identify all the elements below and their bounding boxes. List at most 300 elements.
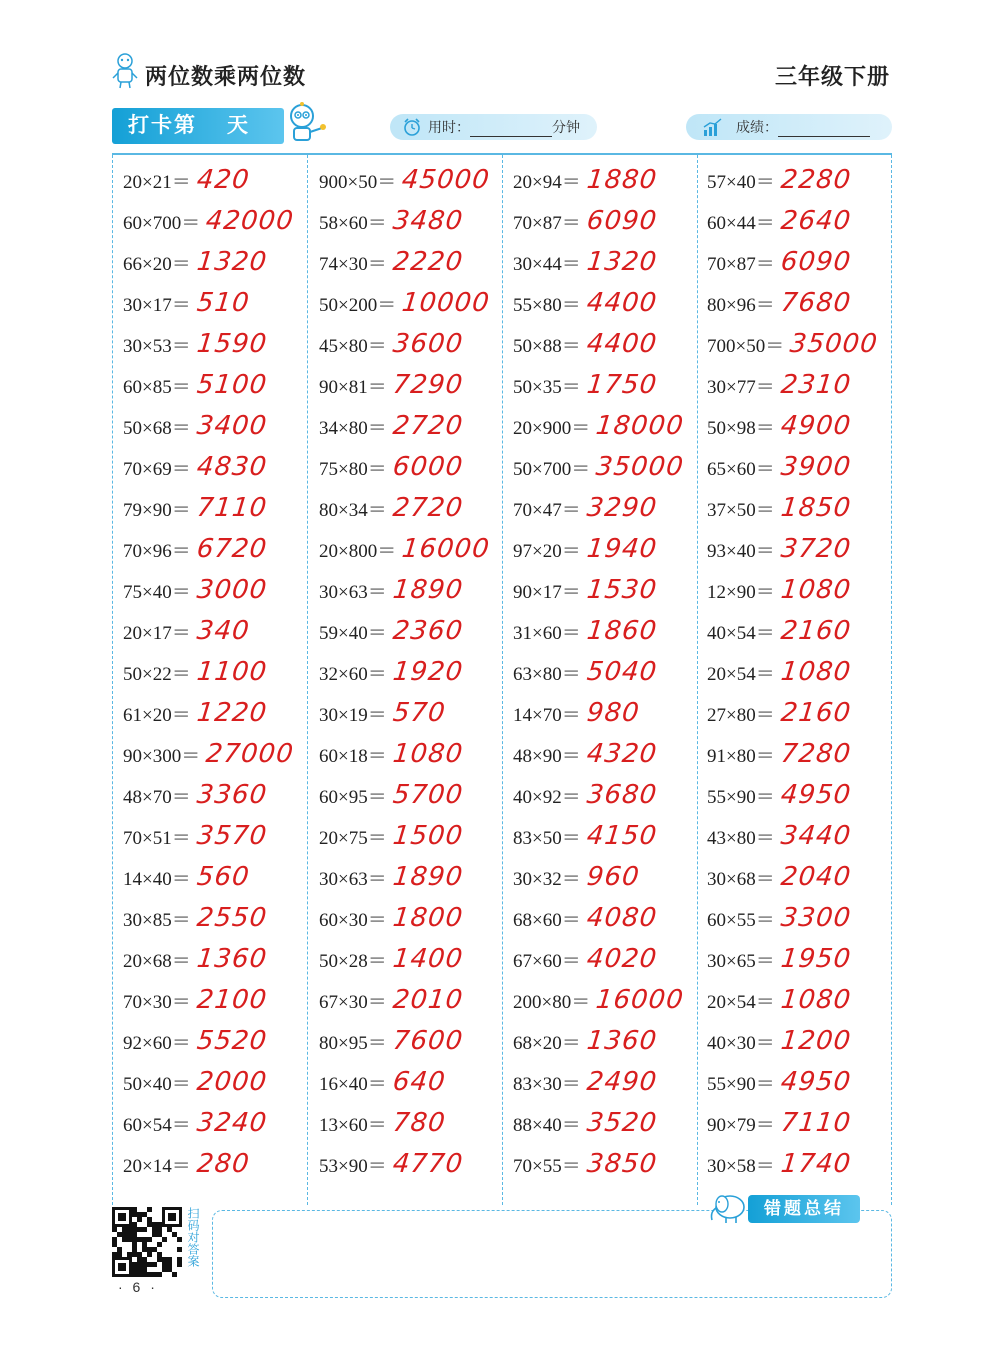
problem-equation: 60×85＝ [123, 376, 191, 398]
problem-item [707, 857, 851, 897]
checkin-prefix: 打卡第 [128, 114, 197, 137]
problem-item [513, 242, 657, 282]
problem-equation: 50×22＝ [123, 663, 191, 685]
problem-item [707, 1144, 851, 1184]
problem-equation: 60×44＝ [707, 212, 775, 234]
score-label: 成绩： [736, 119, 778, 135]
problem-item [707, 324, 878, 364]
problem-equation: 48×90＝ [513, 745, 581, 767]
problem-item [513, 283, 657, 323]
problem-equation: 97×20＝ [513, 540, 581, 562]
problem-equation: 30×63＝ [319, 581, 387, 603]
handwritten-answer: 980 [585, 698, 641, 728]
handwritten-answer: 7110 [195, 493, 269, 523]
problem-item [319, 529, 490, 569]
handwritten-answer: 1860 [585, 616, 659, 646]
problem-equation: 30×85＝ [123, 909, 191, 931]
problem-item [123, 1062, 267, 1102]
problem-item [513, 1103, 657, 1143]
problem-equation: 30×58＝ [707, 1155, 775, 1177]
time-input-line[interactable] [470, 120, 552, 137]
handwritten-answer: 1400 [391, 944, 465, 974]
problem-equation: 70×96＝ [123, 540, 191, 562]
problem-item [513, 816, 657, 856]
handwritten-answer: 1360 [585, 1026, 659, 1056]
problem-item [513, 857, 639, 897]
problem-item [513, 693, 639, 733]
problem-item [707, 529, 851, 569]
problem-equation: 20×94＝ [513, 171, 581, 193]
problem-equation: 13×60＝ [319, 1114, 387, 1136]
problem-item [513, 939, 657, 979]
grade-label: 三年级下册 [774, 64, 890, 89]
handwritten-answer: 4950 [779, 1067, 853, 1097]
handwritten-answer: 280 [195, 1149, 251, 1179]
problem-item [513, 898, 657, 938]
handwritten-answer: 960 [585, 862, 641, 892]
problem-item [707, 201, 851, 241]
handwritten-answer: 1080 [779, 657, 853, 687]
time-label: 用时： [428, 119, 470, 135]
handwritten-answer: 3900 [779, 452, 853, 482]
problem-equation: 80×34＝ [319, 499, 387, 521]
problem-equation: 30×44＝ [513, 253, 581, 275]
problem-equation: 60×30＝ [319, 909, 387, 931]
handwritten-answer: 7600 [391, 1026, 465, 1056]
problem-item [123, 1144, 249, 1184]
handwritten-answer: 3600 [391, 329, 465, 359]
problem-item [707, 1103, 851, 1143]
handwritten-answer: 4320 [585, 739, 659, 769]
handwritten-answer: 2040 [779, 862, 853, 892]
problem-equation: 60×54＝ [123, 1114, 191, 1136]
problem-equation: 70×87＝ [513, 212, 581, 234]
handwritten-answer: 1940 [585, 534, 659, 564]
problem-item [123, 693, 267, 733]
problem-equation: 30×53＝ [123, 335, 191, 357]
problem-equation: 700×50＝ [707, 335, 785, 357]
problem-equation: 48×70＝ [123, 786, 191, 808]
problem-equation: 70×30＝ [123, 991, 191, 1013]
worksheet-title: 两位数乘两位数 [145, 64, 307, 89]
handwritten-answer: 4020 [585, 944, 659, 974]
problem-item [319, 611, 463, 651]
problem-item [319, 1021, 463, 1061]
problem-equation: 57×40＝ [707, 171, 775, 193]
problem-equation: 83×30＝ [513, 1073, 581, 1095]
problem-equation: 66×20＝ [123, 253, 191, 275]
handwritten-answer: 2220 [391, 247, 465, 277]
handwritten-answer: 1080 [391, 739, 465, 769]
handwritten-answer: 6000 [391, 452, 465, 482]
problem-equation: 83×50＝ [513, 827, 581, 849]
problem-item [319, 406, 463, 446]
problem-equation: 30×17＝ [123, 294, 191, 316]
handwritten-answer: 1750 [585, 370, 659, 400]
problem-equation: 37×50＝ [707, 499, 775, 521]
problem-equation: 45×80＝ [319, 335, 387, 357]
problem-equation: 55×80＝ [513, 294, 581, 316]
handwritten-answer: 4830 [195, 452, 269, 482]
problem-item [513, 1021, 657, 1061]
handwritten-answer: 340 [195, 616, 251, 646]
error-summary-box[interactable] [212, 1210, 892, 1298]
handwritten-answer: 45000 [400, 165, 492, 195]
problem-equation: 67×60＝ [513, 950, 581, 972]
problem-equation: 30×68＝ [707, 868, 775, 890]
problem-item [319, 1103, 445, 1143]
problem-item [707, 611, 851, 651]
problem-equation: 43×80＝ [707, 827, 775, 849]
handwritten-answer: 1320 [585, 247, 659, 277]
problem-equation: 30×19＝ [319, 704, 387, 726]
problem-equation: 20×14＝ [123, 1155, 191, 1177]
alarm-clock-icon [402, 117, 422, 137]
problem-item [123, 570, 267, 610]
problem-item [707, 365, 851, 405]
handwritten-answer: 2280 [779, 165, 853, 195]
problem-equation: 50×700＝ [513, 458, 591, 480]
handwritten-answer: 7110 [779, 1108, 853, 1138]
problem-item [513, 365, 657, 405]
handwritten-answer: 7280 [779, 739, 853, 769]
problem-equation: 34×80＝ [319, 417, 387, 439]
handwritten-answer: 1500 [391, 821, 465, 851]
handwritten-answer: 780 [391, 1108, 447, 1138]
problem-item [123, 406, 267, 446]
handwritten-answer: 560 [195, 862, 251, 892]
problem-item [319, 447, 463, 487]
handwritten-answer: 3000 [195, 575, 269, 605]
problem-equation: 30×63＝ [319, 868, 387, 890]
handwritten-answer: 3240 [195, 1108, 269, 1138]
problem-equation: 12×90＝ [707, 581, 775, 603]
problem-item [707, 652, 851, 692]
handwritten-answer: 4400 [585, 329, 659, 359]
problem-equation: 70×55＝ [513, 1155, 581, 1177]
problem-item [123, 611, 249, 651]
problem-item [707, 898, 851, 938]
problem-item [707, 283, 851, 323]
problem-equation: 40×92＝ [513, 786, 581, 808]
problem-item [707, 160, 851, 200]
handwritten-answer: 1530 [585, 575, 659, 605]
problem-equation: 31×60＝ [513, 622, 581, 644]
problem-equation: 75×40＝ [123, 581, 191, 603]
problem-item [123, 160, 249, 200]
problem-equation: 60×18＝ [319, 745, 387, 767]
problem-item [319, 939, 463, 979]
handwritten-answer: 1800 [391, 903, 465, 933]
problem-equation: 30×77＝ [707, 376, 775, 398]
handwritten-answer: 4950 [779, 780, 853, 810]
problem-item [319, 242, 463, 282]
problem-item [319, 1144, 463, 1184]
handwritten-answer: 1360 [195, 944, 269, 974]
handwritten-answer: 4770 [391, 1149, 465, 1179]
handwritten-answer: 1740 [779, 1149, 853, 1179]
problem-equation: 63×80＝ [513, 663, 581, 685]
page-number: · 6 · [118, 1279, 158, 1295]
problem-equation: 90×79＝ [707, 1114, 775, 1136]
handwritten-answer: 5100 [195, 370, 269, 400]
qr-code-icon [112, 1207, 182, 1277]
problem-item [513, 775, 657, 815]
problem-item [707, 1021, 851, 1061]
problem-equation: 27×80＝ [707, 704, 775, 726]
score-field [686, 114, 892, 140]
handwritten-answer: 3850 [585, 1149, 659, 1179]
problem-equation: 20×75＝ [319, 827, 387, 849]
problem-item [319, 693, 445, 733]
problem-item [319, 980, 463, 1020]
problem-item [707, 570, 851, 610]
problem-item [707, 447, 851, 487]
column-divider [307, 155, 308, 1205]
problem-item [319, 734, 463, 774]
handwritten-answer: 1920 [391, 657, 465, 687]
problem-equation: 93×40＝ [707, 540, 775, 562]
problem-item [513, 160, 657, 200]
problem-equation: 55×90＝ [707, 1073, 775, 1095]
checkin-suffix: 天 [227, 114, 250, 137]
problem-equation: 20×21＝ [123, 171, 191, 193]
problem-equation: 50×88＝ [513, 335, 581, 357]
problem-item [513, 447, 684, 487]
problem-item [123, 283, 249, 323]
handwritten-answer: 4080 [585, 903, 659, 933]
problem-item [123, 1021, 267, 1061]
handwritten-answer: 2160 [779, 698, 853, 728]
problem-item [319, 652, 463, 692]
handwritten-answer: 10000 [400, 288, 492, 318]
problem-equation: 20×900＝ [513, 417, 591, 439]
problem-item [319, 160, 490, 200]
problem-equation: 200×80＝ [513, 991, 591, 1013]
handwritten-answer: 5520 [195, 1026, 269, 1056]
handwritten-answer: 6090 [585, 206, 659, 236]
problem-item [707, 693, 851, 733]
problem-equation: 20×68＝ [123, 950, 191, 972]
problem-item [707, 406, 851, 446]
handwritten-answer: 3480 [391, 206, 465, 236]
problem-item [319, 1062, 445, 1102]
problem-equation: 79×90＝ [123, 499, 191, 521]
handwritten-answer: 2000 [195, 1067, 269, 1097]
handwritten-answer: 1880 [585, 165, 659, 195]
problem-item [707, 775, 851, 815]
handwritten-answer: 4150 [585, 821, 659, 851]
problem-item [123, 734, 294, 774]
problem-equation: 61×20＝ [123, 704, 191, 726]
problem-equation: 70×47＝ [513, 499, 581, 521]
problem-equation: 91×80＝ [707, 745, 775, 767]
handwritten-answer: 2100 [195, 985, 269, 1015]
problem-item [123, 201, 294, 241]
robot-icon [282, 100, 328, 146]
problem-item [123, 816, 267, 856]
column-divider [697, 155, 698, 1205]
problem-equation: 50×35＝ [513, 376, 581, 398]
score-input-line[interactable] [778, 120, 870, 137]
handwritten-answer: 3300 [779, 903, 853, 933]
problem-equation: 32×60＝ [319, 663, 387, 685]
handwritten-answer: 6720 [195, 534, 269, 564]
handwritten-answer: 2640 [779, 206, 853, 236]
problem-equation: 20×17＝ [123, 622, 191, 644]
problem-item [319, 898, 463, 938]
handwritten-answer: 2720 [391, 493, 465, 523]
problem-equation: 50×68＝ [123, 417, 191, 439]
handwritten-answer: 16000 [400, 534, 492, 564]
problem-item [707, 488, 851, 528]
problem-item [123, 324, 267, 364]
problem-item [319, 857, 463, 897]
handwritten-answer: 1100 [195, 657, 269, 687]
problem-item [513, 1144, 657, 1184]
problem-equation: 20×800＝ [319, 540, 397, 562]
handwritten-answer: 3720 [779, 534, 853, 564]
handwritten-answer: 5040 [585, 657, 659, 687]
problem-item [513, 980, 684, 1020]
handwritten-answer: 4400 [585, 288, 659, 318]
problem-equation: 50×200＝ [319, 294, 397, 316]
column-divider [502, 155, 503, 1205]
handwritten-answer: 3520 [585, 1108, 659, 1138]
handwritten-answer: 1850 [779, 493, 853, 523]
problem-item [319, 324, 463, 364]
problem-equation: 65×60＝ [707, 458, 775, 480]
problem-item [707, 734, 851, 774]
problem-equation: 14×70＝ [513, 704, 581, 726]
handwritten-answer: 35000 [788, 329, 880, 359]
problem-item [707, 1062, 851, 1102]
problem-equation: 75×80＝ [319, 458, 387, 480]
problem-equation: 900×50＝ [319, 171, 397, 193]
problem-equation: 16×40＝ [319, 1073, 387, 1095]
problem-item [123, 242, 267, 282]
handwritten-answer: 1590 [195, 329, 269, 359]
problem-equation: 55×90＝ [707, 786, 775, 808]
problem-item [513, 1062, 657, 1102]
problem-equation: 80×96＝ [707, 294, 775, 316]
problem-equation: 50×40＝ [123, 1073, 191, 1095]
handwritten-answer: 2160 [779, 616, 853, 646]
elephant-icon [706, 1190, 750, 1224]
problem-item [319, 488, 463, 528]
time-field [390, 114, 597, 140]
problem-equation: 14×40＝ [123, 868, 191, 890]
problem-equation: 58×60＝ [319, 212, 387, 234]
handwritten-answer: 4900 [779, 411, 853, 441]
handwritten-answer: 1200 [779, 1026, 853, 1056]
problem-equation: 60×700＝ [123, 212, 201, 234]
handwritten-answer: 27000 [204, 739, 296, 769]
handwritten-answer: 5700 [391, 780, 465, 810]
problem-item [123, 775, 267, 815]
problem-equation: 60×95＝ [319, 786, 387, 808]
problem-equation: 90×300＝ [123, 745, 201, 767]
handwritten-answer: 1320 [195, 247, 269, 277]
problem-item [319, 365, 463, 405]
problem-item [513, 611, 657, 651]
problem-equation: 40×54＝ [707, 622, 775, 644]
problem-item [319, 283, 490, 323]
handwritten-answer: 3440 [779, 821, 853, 851]
handwritten-answer: 6090 [779, 247, 853, 277]
handwritten-answer: 3360 [195, 780, 269, 810]
problem-item [123, 652, 267, 692]
problem-equation: 88×40＝ [513, 1114, 581, 1136]
handwritten-answer: 2720 [391, 411, 465, 441]
checkin-banner [112, 108, 284, 144]
problem-item [513, 652, 657, 692]
problem-equation: 70×69＝ [123, 458, 191, 480]
problem-equation: 60×55＝ [707, 909, 775, 931]
problem-equation: 50×98＝ [707, 417, 775, 439]
problem-item [319, 201, 463, 241]
qr-caption: 扫码对答案 [186, 1207, 200, 1267]
problem-equation: 53×90＝ [319, 1155, 387, 1177]
problem-item [513, 488, 657, 528]
handwritten-answer: 3680 [585, 780, 659, 810]
problem-equation: 74×30＝ [319, 253, 387, 275]
problem-equation: 68×20＝ [513, 1032, 581, 1054]
handwritten-answer: 7290 [391, 370, 465, 400]
handwritten-answer: 42000 [204, 206, 296, 236]
error-summary-label: 错题总结 [748, 1195, 860, 1223]
problem-item [707, 980, 851, 1020]
problem-item [513, 406, 684, 446]
problem-item [319, 775, 463, 815]
handwritten-answer: 1950 [779, 944, 853, 974]
problem-item [513, 201, 657, 241]
problem-equation: 20×54＝ [707, 991, 775, 1013]
problem-item [707, 939, 851, 979]
problem-equation: 90×17＝ [513, 581, 581, 603]
problem-equation: 92×60＝ [123, 1032, 191, 1054]
problem-item [123, 488, 267, 528]
bar-chart-icon [702, 117, 724, 137]
handwritten-answer: 1080 [779, 985, 853, 1015]
handwritten-answer: 16000 [594, 985, 686, 1015]
handwritten-answer: 640 [391, 1067, 447, 1097]
handwritten-answer: 18000 [594, 411, 686, 441]
problem-equation: 40×30＝ [707, 1032, 775, 1054]
problem-equation: 80×95＝ [319, 1032, 387, 1054]
problem-equation: 70×87＝ [707, 253, 775, 275]
problem-equation: 68×60＝ [513, 909, 581, 931]
problem-equation: 59×40＝ [319, 622, 387, 644]
handwritten-answer: 570 [391, 698, 447, 728]
handwritten-answer: 2310 [779, 370, 853, 400]
handwritten-answer: 510 [195, 288, 251, 318]
problem-equation: 67×30＝ [319, 991, 387, 1013]
problem-equation: 90×81＝ [319, 376, 387, 398]
problem-item [707, 242, 851, 282]
problem-item [513, 734, 657, 774]
problem-item [123, 939, 267, 979]
problem-item [319, 570, 463, 610]
handwritten-answer: 1220 [195, 698, 269, 728]
problem-item [123, 980, 267, 1020]
handwritten-answer: 2550 [195, 903, 269, 933]
problem-item [123, 898, 267, 938]
problem-item [513, 529, 657, 569]
problem-equation: 50×28＝ [319, 950, 387, 972]
handwritten-answer: 7680 [779, 288, 853, 318]
handwritten-answer: 1890 [391, 575, 465, 605]
